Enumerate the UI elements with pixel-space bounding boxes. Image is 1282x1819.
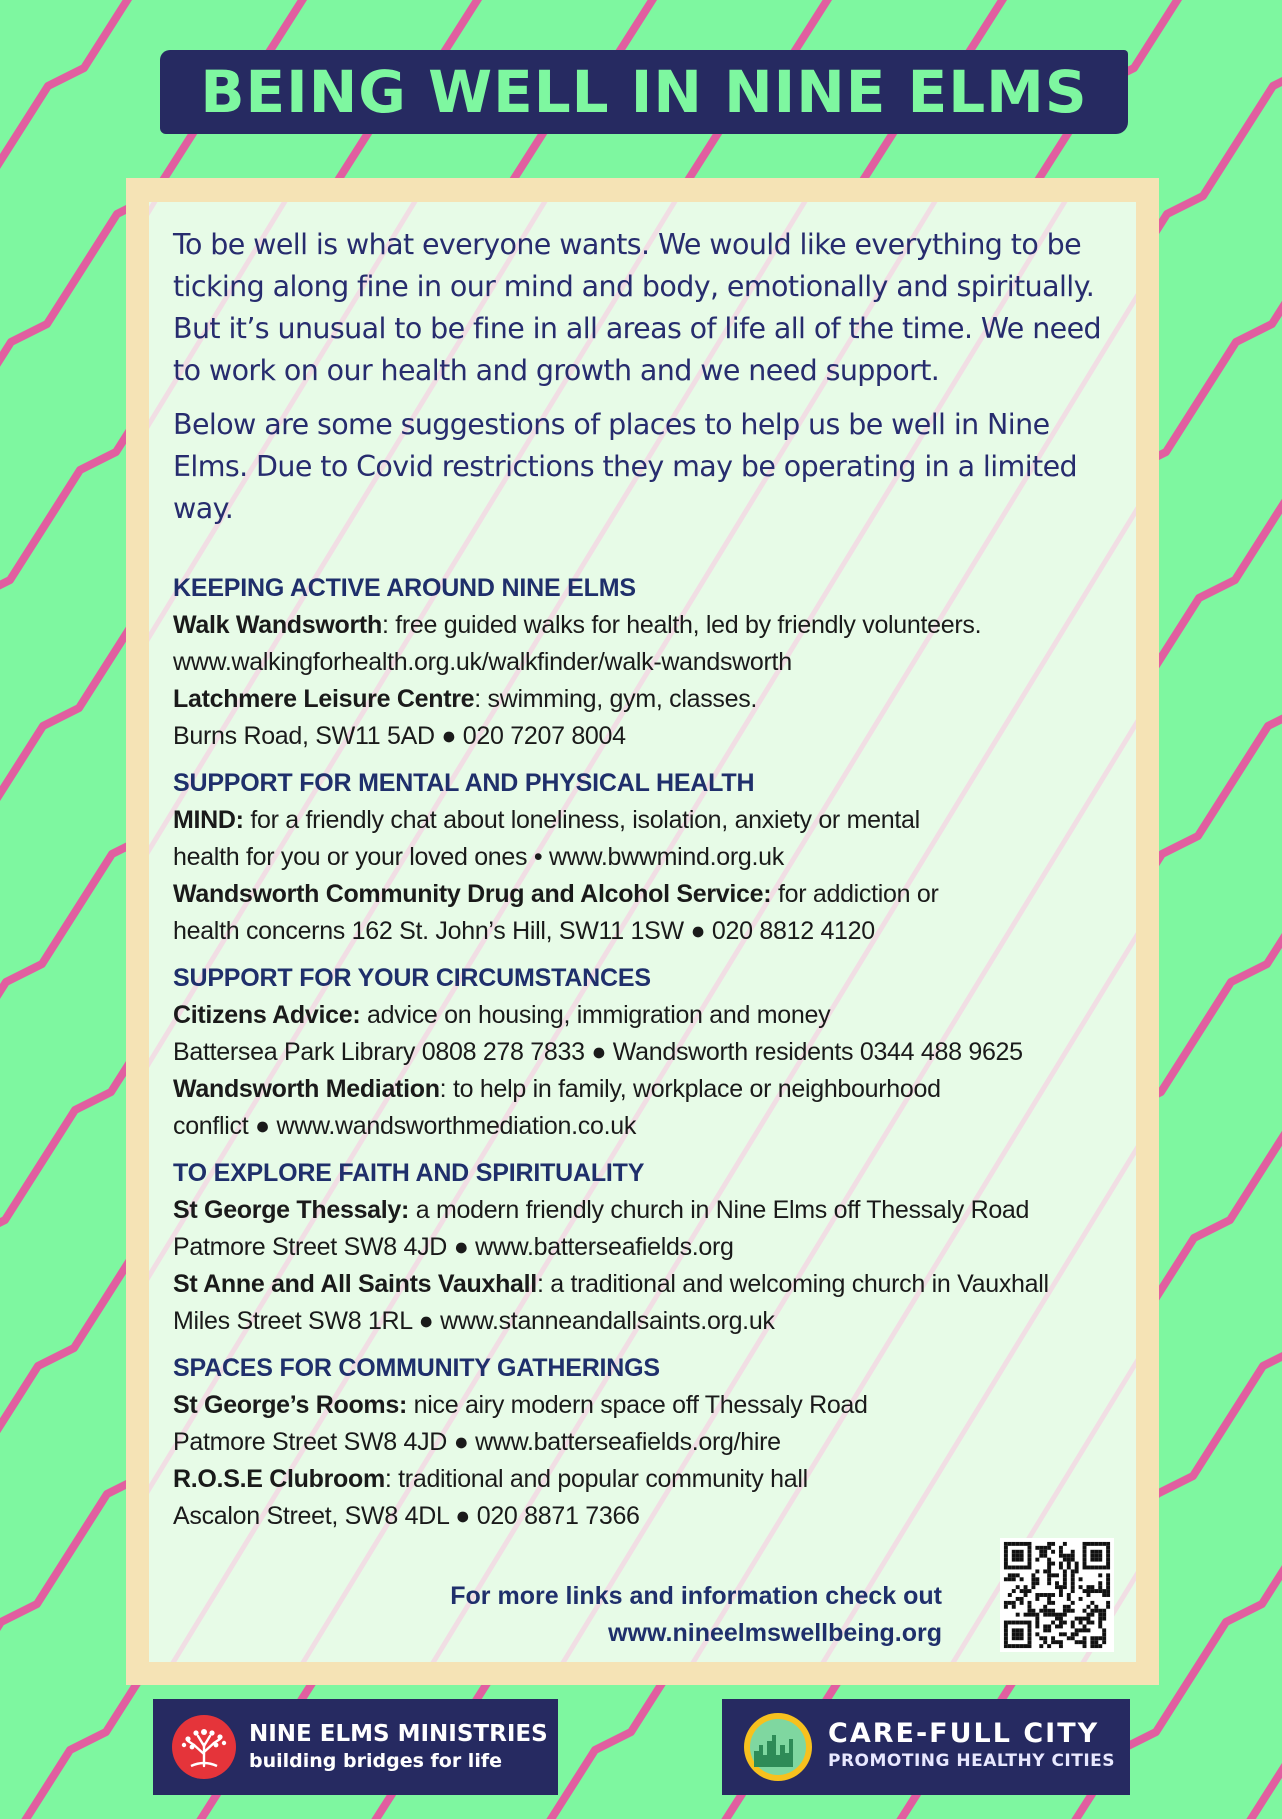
resource-detail: for addiction or xyxy=(771,880,939,908)
more-info xyxy=(342,1578,942,1652)
resource-line xyxy=(173,1071,1113,1108)
section-heading: SUPPORT FOR MENTAL AND PHYSICAL HEALTH xyxy=(173,769,755,797)
resource-section xyxy=(173,570,1113,755)
resource-detail: : traditional and popular community hall xyxy=(384,1465,808,1493)
background-stripe xyxy=(1225,0,1282,1819)
resource-line xyxy=(173,718,1113,755)
resource-section xyxy=(173,1350,1113,1535)
resource-line xyxy=(173,1498,1113,1535)
resource-detail: Patmore Street SW8 4JD ● www.batterseafields.org/hire xyxy=(173,1428,781,1456)
resource-detail: conflict ● www.wandsworthmediation.co.uk xyxy=(173,1112,637,1140)
resource-line xyxy=(173,802,1113,839)
resource-name: St Anne and All Saints Vauxhall xyxy=(173,1270,537,1298)
resource-detail: for a friendly chat about loneliness, isolation, anxiety or mental xyxy=(243,806,920,834)
resource-line xyxy=(173,876,1113,913)
resource-detail: : to help in family, workplace or neighbourhood xyxy=(439,1075,941,1103)
resource-detail: Patmore Street SW8 4JD ● www.batterseafields.org xyxy=(173,1233,734,1261)
resource-section xyxy=(173,765,1113,950)
resource-detail: Ascalon Street, SW8 4DL ● 020 8871 7366 xyxy=(173,1502,640,1530)
resource-line xyxy=(173,1266,1113,1303)
intro-paragraph: To be well is what everyone wants. We would like everything to be ticking along fine in our mind and body, emotionally and spiritually. But it’s unusual to be fine in all areas of life all of the time. We need to work on our health and growth and we need support. xyxy=(173,228,1102,387)
intro xyxy=(173,224,1113,530)
ministries-name: NINE ELMS MINISTRIES xyxy=(249,1721,548,1747)
section-heading: KEEPING ACTIVE AROUND NINE ELMS xyxy=(173,574,636,602)
intro-paragraph: Below are some suggestions of places to help us be well in Nine Elms. Due to Covid restrictions they may be operating in a limited way. xyxy=(173,408,1078,525)
qr-code-icon[interactable] xyxy=(1000,1538,1114,1652)
resource-detail: Miles Street SW8 1RL ● www.stanneandallsaints.org.uk xyxy=(173,1307,775,1335)
resource-section xyxy=(173,960,1113,1145)
resource-line xyxy=(173,607,1113,644)
resource-name: St George’s Rooms: xyxy=(173,1391,407,1419)
resource-detail: : free guided walks for health, led by friendly volunteers. xyxy=(381,611,982,639)
resource-line xyxy=(173,913,1113,950)
resource-name: MIND: xyxy=(173,806,244,834)
resource-detail: health concerns 162 St. John’s Hill, SW11 1SW ● 020 8812 4120 xyxy=(173,917,875,945)
section-heading: SPACES FOR COMMUNITY GATHERINGS xyxy=(173,1354,660,1382)
content-panel xyxy=(149,202,1136,1662)
resource-name: Walk Wandsworth xyxy=(173,611,382,639)
section-heading: TO EXPLORE FAITH AND SPIRITUALITY xyxy=(173,1159,645,1187)
resource-detail: health for you or your loved ones • www.bwwmind.org.uk xyxy=(173,843,784,871)
resource-line xyxy=(173,1461,1113,1498)
resource-line xyxy=(173,1424,1113,1461)
resource-line xyxy=(173,1034,1113,1071)
resource-detail: Burns Road, SW11 5AD ● 020 7207 8004 xyxy=(173,722,626,750)
section-heading: SUPPORT FOR YOUR CIRCUMSTANCES xyxy=(173,964,651,992)
website-link[interactable]: www.nineelmswellbeing.org xyxy=(608,1619,942,1647)
resource-name: Wandsworth Community Drug and Alcohol Service: xyxy=(173,880,772,908)
ministries-tagline: building bridges for life xyxy=(249,1750,502,1772)
resource-section xyxy=(173,1155,1113,1340)
nine-elms-ministries-logo xyxy=(153,1699,558,1795)
resource-detail: Battersea Park Library 0808 278 7833 ● Wandsworth residents 0344 488 9625 xyxy=(173,1038,1023,1066)
care-full-city-logo xyxy=(722,1699,1130,1795)
title-banner xyxy=(160,50,1128,134)
resource-line xyxy=(173,644,1113,681)
resource-detail: www.walkingforhealth.org.uk/walkfinder/walk-wandsworth xyxy=(173,648,792,676)
background-stripe xyxy=(0,0,15,1819)
care-full-city-tagline: PROMOTING HEALTHY CITIES xyxy=(828,1751,1116,1771)
resource-detail: : a traditional and welcoming church in Vauxhall xyxy=(536,1270,1049,1298)
resource-detail: advice on housing, immigration and money xyxy=(360,1001,831,1029)
sections-list xyxy=(173,570,1113,1535)
city-skyline-icon xyxy=(742,1711,814,1783)
resource-line xyxy=(173,1229,1113,1266)
resource-name: Latchmere Leisure Centre xyxy=(173,685,475,713)
resource-line xyxy=(173,839,1113,876)
resource-name: St George Thessaly: xyxy=(173,1196,410,1224)
tree-icon xyxy=(171,1714,237,1780)
care-full-city-name: CARE-FULL CITY xyxy=(828,1718,1100,1749)
resource-line xyxy=(173,997,1113,1034)
resource-line xyxy=(173,1108,1113,1145)
resource-name: R.O.S.E Clubroom xyxy=(173,1465,385,1493)
more-info-text: For more links and information check out xyxy=(450,1582,942,1610)
resource-line xyxy=(173,1192,1113,1229)
page-title: BEING WELL IN NINE ELMS xyxy=(200,58,1088,126)
resource-detail: nice airy modern space off Thessaly Road xyxy=(407,1391,868,1419)
resource-name: Wandsworth Mediation xyxy=(173,1075,440,1103)
resource-line xyxy=(173,1303,1113,1340)
resource-name: Citizens Advice: xyxy=(173,1001,361,1029)
resource-detail: : swimming, gym, classes. xyxy=(474,685,758,713)
resource-detail: a modern friendly church in Nine Elms off Thessaly Road xyxy=(409,1196,1030,1224)
resource-line xyxy=(173,681,1113,718)
resource-line xyxy=(173,1387,1113,1424)
